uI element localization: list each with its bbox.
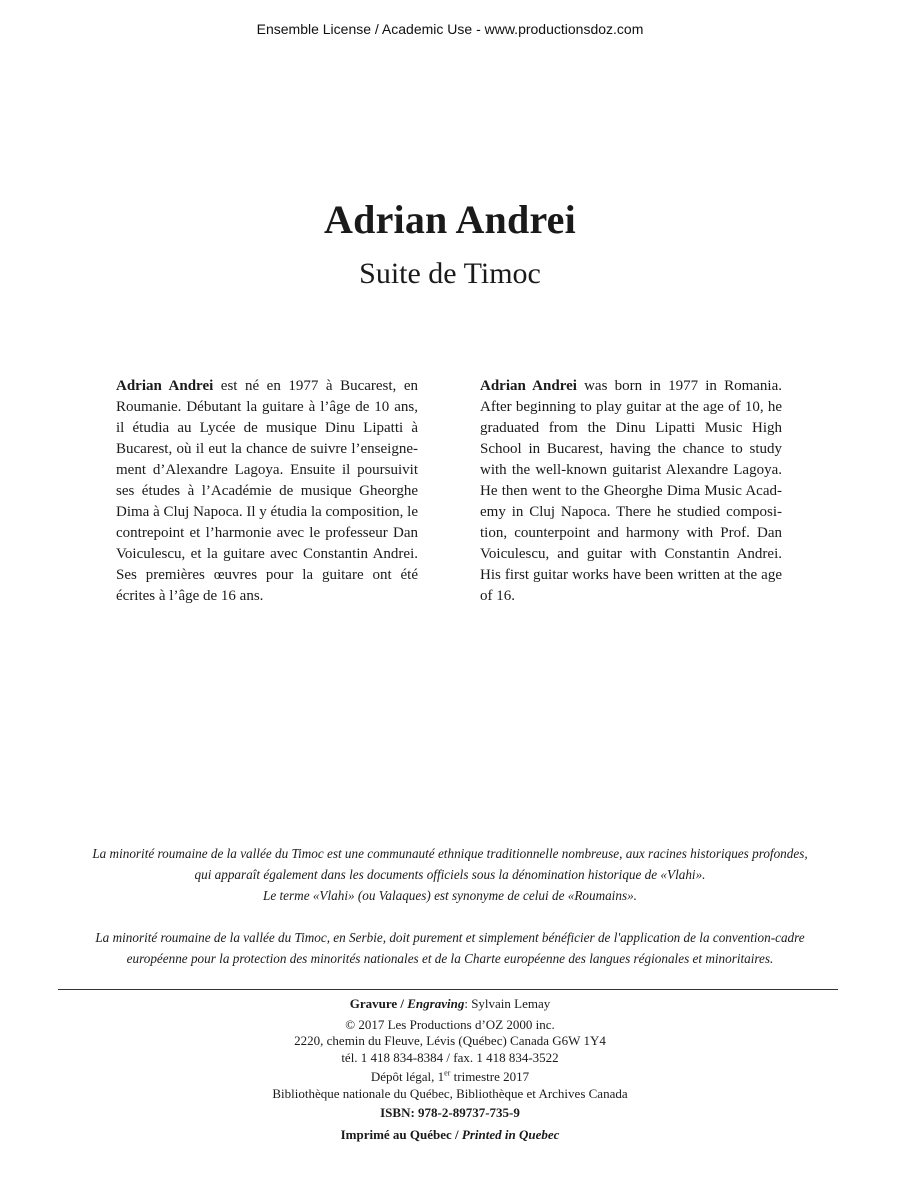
note-line: La minorité roumaine de la vallée du Timoc, en Serbie, doit purement et simplement bénéficier de l'application de la convention-cadre: [95, 930, 805, 945]
license-header: Ensemble License / Academic Use - www.productionsdoz.com: [256, 21, 644, 37]
composer-name: Adrian Andrei: [324, 197, 576, 242]
legal-deposit-prefix: Dépôt légal, 1: [370, 1069, 445, 1084]
note-line: Le terme «Vlahi» (ou Valaques) est synonyme de celui de «Roumains».: [263, 888, 637, 903]
historical-notes: [40, 843, 860, 969]
biography-english: [480, 376, 782, 607]
engraving-label-en: Engraving: [407, 996, 465, 1011]
engraving-credit: [0, 996, 900, 1013]
biography-english-text: was born in 1977 in Romania. After beginning to play guitar at the age of 10, he graduated from the Dinu Lipatti Music High School in Bucarest, having the chance to study with the well-known guitarist Alexandre Lagoya. He then went to the Gheorghe Dima Music Academy in Cluj Napoca. There he studied composition, counterpoint and harmony with Prof. Dan Voiculescu, and guitar with Constantin Andrei. His first guitar works have been written at the age of 16.: [480, 378, 782, 604]
copyright-line: © 2017 Les Productions d’OZ 2000 inc.: [345, 1016, 555, 1032]
legal-deposit-ordinal: er: [444, 1068, 451, 1078]
note-line: européenne pour la protection des minorités nationales et de la Charte européenne des langues régionales et minoritaires.: [126, 951, 774, 966]
work-title: Suite de Timoc: [359, 257, 541, 290]
printed-in-line: [0, 1127, 900, 1144]
divider: [58, 989, 838, 990]
engraving-label-fr: Gravure /: [349, 996, 408, 1011]
isbn: [0, 1105, 900, 1122]
biography-english-name: Adrian Andrei: [480, 378, 577, 394]
note-line: qui apparaît également dans les documents officiels sous la dénomination historique de «Vlahi».: [194, 867, 706, 882]
phone-line: tél. 1 418 834-8384 / fax. 1 418 834-3522: [341, 1049, 559, 1065]
legal-deposit-line: [0, 1069, 900, 1086]
note-line: La minorité roumaine de la vallée du Timoc est une communauté ethnique traditionnelle nombreuse, aux racines historiques profondes,: [92, 846, 808, 861]
printed-en: Printed in Quebec: [461, 1126, 560, 1142]
legal-deposit-suffix: trimestre 2017: [450, 1069, 530, 1084]
biography-french-text: est né en 1977 à Bucarest, en Roumanie. Débutant la guitare à l’âge de 10 ans, il étudia au Lycée de musique Dinu Lipatti à Bucarest, où il eut la chance de suivre l’enseignement d’Alexandre Lagoya. Ensuite il poursuivit ses études à l’Académie de musique Gheorghe Dima à Cluj Napoca. Il y étudia la composition, le contrepoint et l’harmonie avec le professeur Dan Voiculescu, et la guitare avec Constantin Andrei. Ses premières œuvres pour la guitare ont été écrites à l’âge de 16 ans.: [116, 378, 419, 604]
address-line: 2220, chemin du Fleuve, Lévis (Québec) Canada G6W 1Y4: [294, 1033, 606, 1048]
publication-credits: [0, 996, 900, 1143]
isbn-text: ISBN: 978-2-89737-735-9: [380, 1105, 520, 1120]
biography-french-name: Adrian Andrei: [116, 378, 214, 394]
printed-fr: Imprimé au Québec /: [340, 1126, 462, 1142]
biography-french: [116, 376, 418, 607]
libraries-line: Bibliothèque nationale du Québec, Bibliothèque et Archives Canada: [272, 1085, 628, 1101]
engraver-name: : Sylvain Lemay: [464, 996, 551, 1011]
